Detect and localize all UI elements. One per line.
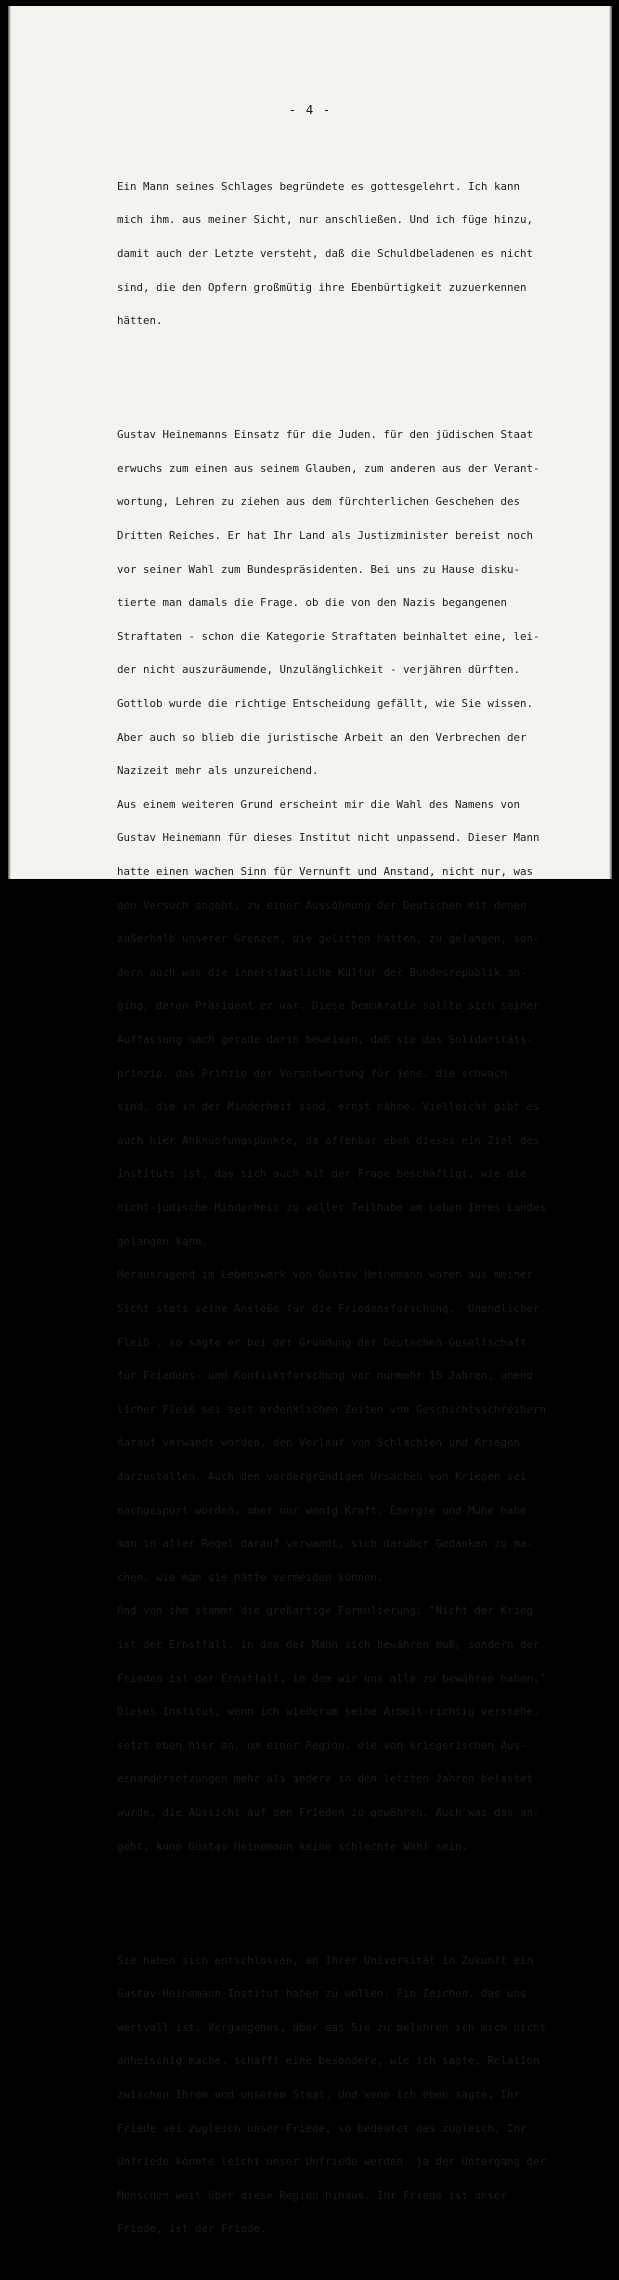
body-text: [117, 136, 595, 2279]
text-line: Herausragend im Lebenswerk von Gustav Heinemann waren aus meiner: [117, 1268, 534, 1282]
text-line: Aber auch so blieb die juristische Arbeit an den Verbrechen der: [117, 730, 527, 744]
text-line: Und von ihm stammt die großartige Formulierung: "Nicht der Krieg: [117, 1604, 534, 1618]
text-line: Ein Mann seines Schlages begründete es gottesgelehrt. Ich kann: [117, 179, 521, 193]
text-line: Friede, ist der Friede.: [117, 2222, 267, 2236]
text-line: Nazizeit mehr als unzureichend.: [117, 764, 319, 778]
scan-edge-left: [8, 6, 11, 879]
text-line: sind, die den Opfern großmütig ihre Ebenbürtigkeit zuzuerkennen: [117, 280, 527, 294]
text-line: für Friedens- und Konfliktforschung vor nunmehr 15 Jahren, unend-: [117, 1369, 540, 1383]
text-line: zwischen Ihrem und unserem Staat. Und wenn ich eben sagte, Ihr: [117, 2087, 521, 2101]
text-line: gelangen kann.: [117, 1234, 209, 1248]
text-line: mich ihm. aus meiner Sicht, nur anschließen. Und ich füge hinzu,: [117, 213, 534, 227]
text-line: dern auch was die innerstaatliche Kultur der Bundesrepublik an-: [117, 965, 527, 979]
text-line: Gustav Heinemanns Einsatz für die Juden. für den jüdischen Staat: [117, 428, 534, 442]
paragraph-gap: [117, 1897, 595, 1910]
text-line: Dieses Institut, wenn ich wiederum seine Arbeit richtig verstehe,: [117, 1705, 540, 1719]
text-line: der nicht auszuräumende, Unzulänglichkeit - verjähren dürften.: [117, 663, 521, 677]
text-line: prinzip, das Prinzip der Verantwortung für jene, die schwach: [117, 1066, 508, 1080]
paragraph-2: [117, 407, 595, 1875]
text-line: Straftaten - schon die Kategorie Straftaten beinhaltet eine, lei-: [117, 629, 540, 643]
text-line: hätten.: [117, 314, 163, 328]
document-page: [8, 6, 612, 2236]
text-line: erwuchs zum einen aus seinem Glauben, zum anderen aus der Verant-: [117, 461, 540, 475]
text-line: auch hier Anknüpfungspunkte, da offenbar eben dieses ein Ziel des: [117, 1133, 540, 1147]
text-line: Sie haben sich entschlossen, an Ihrer Universität in Zukunft ein: [117, 1953, 534, 1967]
text-line: Menschen weit über diese Region hinaus. Ihr Friede ist unser: [117, 2188, 508, 2202]
text-line: Friede sei zugleich unser Friede, so bedeutet das zugleich, Ihr: [117, 2121, 527, 2135]
text-line: sind, die in der Minderheit sind, ernst nähme. Vielleicht gibt es: [117, 1100, 540, 1114]
text-line: hatte einen wachen Sinn für Vernunft und Anstand, nicht nur, was: [117, 865, 534, 878]
text-line: ging, deren Präsident er war. Diese Demokratie sollte sich seiner: [117, 999, 540, 1013]
text-line: Aus einem weiteren Grund erscheint mir die Wahl des Namens von: [117, 797, 521, 811]
paragraph-gap: [117, 371, 595, 384]
text-line: Dritten Reiches. Er hat Ihr Land als Justizminister bereist noch: [117, 528, 534, 542]
paragraph-3: [117, 1932, 595, 2257]
text-line: Gustav-Heinemann-Institut haben zu wollen. Ein Zeichen, das uns: [117, 1987, 527, 2001]
text-line: nicht-jüdische Minderheit zu voller Teilhabe am Leben Ihres Landes: [117, 1201, 547, 1215]
text-line: Instituts ist, das sich auch mit der Frage beschäftigt, wie die: [117, 1167, 527, 1181]
text-line: Gottlob wurde die richtige Entscheidung gefällt, wie Sie wissen.: [117, 696, 534, 710]
text-line: tierte man damals die Frage. ob die von den Nazis begangenen: [117, 596, 508, 610]
text-line: den Versuch angeht, zu einer Aussöhnung der Deutschen mit denen: [117, 898, 527, 912]
text-line: wertvoll ist. Vergangenes, über das Sie zu belehren ich mich nicht: [117, 2020, 547, 2034]
text-line: licher Fleiß sei seit erdenklichen Zeiten von Geschichtsschreibern: [117, 1402, 547, 1416]
text-line: damit auch der Letzte versteht, daß die Schuldbeladenen es nicht: [117, 247, 534, 261]
page-number: - 4 -: [288, 102, 332, 117]
text-line: Unfriede könnte leicht unser Unfriede werden, ja der Untergang der: [117, 2155, 547, 2169]
text-line: ist der Ernstfall. in dem der Mann sich bewähren muß, sondern der: [117, 1638, 540, 1652]
text-line: einandersetzungen mehr als andere in den letzten Jahren belastet: [117, 1772, 534, 1786]
scan-edge-right: [609, 6, 612, 879]
paragraph-1: [117, 158, 595, 348]
text-line: außerhalb unserer Grenzen, die gelitten hatten, zu gelangen, son-: [117, 932, 540, 946]
text-line: wortung, Lehren zu ziehen aus dem fürchterlichen Geschehen des: [117, 495, 521, 509]
text-line: Sicht stets seine Anstöße für die Friedensforschung. Unendlicher: [117, 1301, 540, 1315]
text-line: Fleiß , so sagte er bei der Gründung der Deutschen Gesellschaft: [117, 1335, 527, 1349]
text-line: Frieden ist der Ernstfall, in dem wir uns alle zu bewähren haben.": [117, 1671, 547, 1685]
text-line: setzt eben hier an, um einer Region, die von kriegerischen Aus-: [117, 1738, 527, 1752]
text-line: man in aller Regel darauf verwandt, sich darüber Gedanken zu ma-: [117, 1537, 534, 1551]
text-line: vor seiner Wahl zum Bundespräsidenten. Bei uns zu Hause disku-: [117, 562, 521, 576]
text-line: chen, wie man sie hätte vermeiden können.: [117, 1570, 384, 1584]
text-line: anheischig mache, schafft eine besondere, wie ich sagte, Relation: [117, 2054, 540, 2068]
text-line: geht, kann Gustav Heinemann keine schlechte Wahl sein.: [117, 1839, 469, 1853]
text-line: nachgespürt worden, aber nur wenig Kraft, Energie und Mühe habe: [117, 1503, 527, 1517]
text-line: Gustav Heinemann für dieses Institut nicht unpassend. Dieser Mann: [117, 831, 540, 845]
text-line: wurde, die Aussicht auf den Frieden zu gewähren. Auch was das an-: [117, 1806, 540, 1820]
text-line: darzustellen. Auch den vordergründigen Ursachen von Kriegen sei: [117, 1469, 527, 1483]
text-line: Auffassung nach gerade darin beweisen, daß sie das Solidaritäts-: [117, 1033, 534, 1047]
text-line: darauf verwandt worden, den Verlauf von Schlachten und Kriegen: [117, 1436, 521, 1450]
